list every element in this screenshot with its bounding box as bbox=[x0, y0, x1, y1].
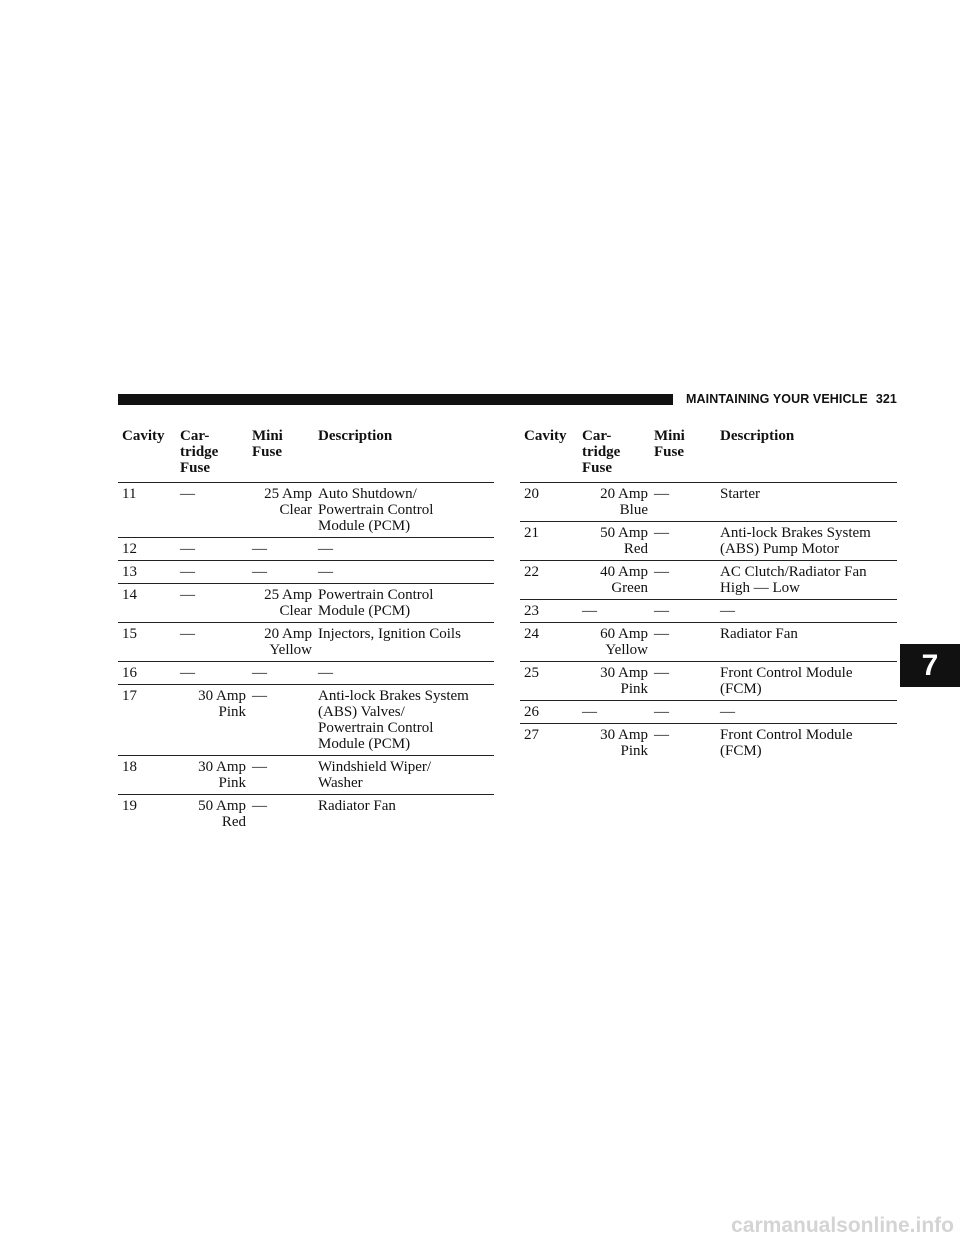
cell-mini-fuse: — bbox=[654, 701, 720, 724]
table-header-row bbox=[520, 428, 897, 483]
cell-description: — bbox=[720, 600, 897, 623]
cell-description: Windshield Wiper/ Washer bbox=[318, 756, 494, 795]
cell-mini-fuse: — bbox=[654, 483, 720, 522]
cell-cartridge-fuse: 50 Amp Red bbox=[198, 798, 246, 830]
cell-cartridge-fuse: 30 Amp Pink bbox=[180, 756, 252, 795]
cell-cavity: 23 bbox=[520, 600, 582, 623]
col-cartridge-fuse: Car- tridge Fuse bbox=[582, 428, 654, 483]
table-row bbox=[520, 561, 897, 600]
cell-description: Front Control Module (FCM) bbox=[720, 727, 853, 759]
cell-description: AC Clutch/Radiator Fan High — Low bbox=[720, 561, 897, 600]
col-cartridge-fuse: Car- tridge Fuse bbox=[180, 428, 252, 483]
table-row bbox=[520, 522, 897, 561]
cell-description: — bbox=[318, 662, 494, 685]
cell-cartridge-fuse: — bbox=[180, 623, 252, 662]
cell-cavity: 17 bbox=[118, 685, 180, 756]
table-row bbox=[118, 623, 494, 662]
cell-description: Anti-lock Brakes System (ABS) Pump Motor bbox=[720, 522, 897, 561]
table-row bbox=[118, 685, 494, 756]
cell-mini-fuse: — bbox=[252, 685, 318, 756]
table-row bbox=[118, 538, 494, 561]
cell-cavity: 18 bbox=[118, 756, 180, 795]
cell-cartridge-fuse: 50 Amp Red bbox=[582, 522, 654, 561]
cell-cartridge-fuse: — bbox=[582, 600, 654, 623]
cell-mini-fuse: 20 Amp Yellow bbox=[252, 623, 318, 662]
col-mini-fuse: Mini Fuse bbox=[654, 428, 720, 483]
table-row bbox=[118, 561, 494, 584]
chapter-tab: 7 bbox=[900, 644, 960, 687]
header-rule bbox=[118, 394, 673, 405]
col-cavity: Cavity bbox=[118, 428, 180, 483]
table-row bbox=[118, 483, 494, 538]
table-row bbox=[520, 600, 897, 623]
cell-cavity: 25 bbox=[520, 662, 582, 701]
cell-cavity: 19 bbox=[122, 798, 137, 814]
cell-description: Radiator Fan bbox=[720, 623, 897, 662]
cell-description: — bbox=[318, 561, 494, 584]
cell-mini-fuse: 25 Amp Clear bbox=[252, 584, 318, 623]
fuse-table-left bbox=[118, 428, 494, 833]
cell-mini-fuse: 25 Amp Clear bbox=[252, 483, 318, 538]
cell-cavity: 11 bbox=[118, 483, 180, 538]
cell-cartridge-fuse: — bbox=[180, 561, 252, 584]
cell-cavity: 14 bbox=[118, 584, 180, 623]
cell-cavity: 12 bbox=[118, 538, 180, 561]
table-row bbox=[520, 724, 897, 763]
cell-mini-fuse: — bbox=[654, 662, 720, 701]
table-row bbox=[118, 756, 494, 795]
cell-description: Anti-lock Brakes System (ABS) Valves/ Powertrain Control Module (PCM) bbox=[318, 685, 494, 756]
cell-cavity: 16 bbox=[118, 662, 180, 685]
fuse-table-right bbox=[520, 428, 897, 762]
cell-cartridge-fuse: — bbox=[180, 483, 252, 538]
cell-cavity: 27 bbox=[524, 727, 539, 743]
cell-cartridge-fuse: 30 Amp Pink bbox=[180, 685, 252, 756]
cell-mini-fuse: — bbox=[654, 561, 720, 600]
cell-description: — bbox=[720, 701, 897, 724]
table-row bbox=[520, 701, 897, 724]
cell-description: Powertrain Control Module (PCM) bbox=[318, 584, 494, 623]
cell-mini-fuse: — bbox=[654, 522, 720, 561]
cell-cartridge-fuse: 40 Amp Green bbox=[582, 561, 654, 600]
cell-cavity: 21 bbox=[520, 522, 582, 561]
col-cavity: Cavity bbox=[520, 428, 582, 483]
cell-cavity: 24 bbox=[520, 623, 582, 662]
cell-cartridge-fuse: 20 Amp Blue bbox=[582, 483, 654, 522]
cell-mini-fuse: — bbox=[252, 798, 267, 814]
table-row bbox=[520, 662, 897, 701]
cell-description: Radiator Fan bbox=[318, 798, 396, 814]
table-row bbox=[118, 795, 494, 834]
col-mini-fuse: Mini Fuse bbox=[252, 428, 318, 483]
cell-mini-fuse: — bbox=[654, 623, 720, 662]
cell-cartridge-fuse: — bbox=[582, 701, 654, 724]
watermark: carmanualsonline.info bbox=[731, 1214, 954, 1237]
table-row bbox=[520, 623, 897, 662]
col-description: Description bbox=[318, 428, 494, 483]
cell-cavity: 15 bbox=[118, 623, 180, 662]
cell-cartridge-fuse: — bbox=[180, 662, 252, 685]
page-number: 321 bbox=[875, 392, 897, 406]
cell-description: Injectors, Ignition Coils bbox=[318, 623, 494, 662]
cell-mini-fuse: — bbox=[252, 538, 318, 561]
cell-mini-fuse: — bbox=[252, 662, 318, 685]
table-header-row bbox=[118, 428, 494, 483]
table-row bbox=[118, 584, 494, 623]
cell-cartridge-fuse: 30 Amp Pink bbox=[600, 727, 648, 759]
cell-description: — bbox=[318, 538, 494, 561]
table-row bbox=[520, 483, 897, 522]
cell-mini-fuse: — bbox=[252, 561, 318, 584]
section-title: MAINTAINING YOUR VEHICLE bbox=[686, 392, 868, 406]
cell-mini-fuse: — bbox=[252, 756, 318, 795]
cell-cavity: 20 bbox=[520, 483, 582, 522]
cell-description: Starter bbox=[720, 483, 897, 522]
running-header bbox=[686, 392, 897, 406]
cell-cartridge-fuse: 30 Amp Pink bbox=[582, 662, 654, 701]
cell-cavity: 13 bbox=[118, 561, 180, 584]
cell-cavity: 26 bbox=[520, 701, 582, 724]
cell-description: Auto Shutdown/ Powertrain Control Module (PCM) bbox=[318, 483, 494, 538]
table-row bbox=[118, 662, 494, 685]
cell-cavity: 22 bbox=[520, 561, 582, 600]
col-description: Description bbox=[720, 428, 897, 483]
cell-cartridge-fuse: — bbox=[180, 538, 252, 561]
cell-mini-fuse: — bbox=[654, 600, 720, 623]
cell-description: Front Control Module (FCM) bbox=[720, 662, 897, 701]
cell-cartridge-fuse: 60 Amp Yellow bbox=[582, 623, 654, 662]
cell-cartridge-fuse: — bbox=[180, 584, 252, 623]
cell-mini-fuse: — bbox=[654, 727, 669, 743]
